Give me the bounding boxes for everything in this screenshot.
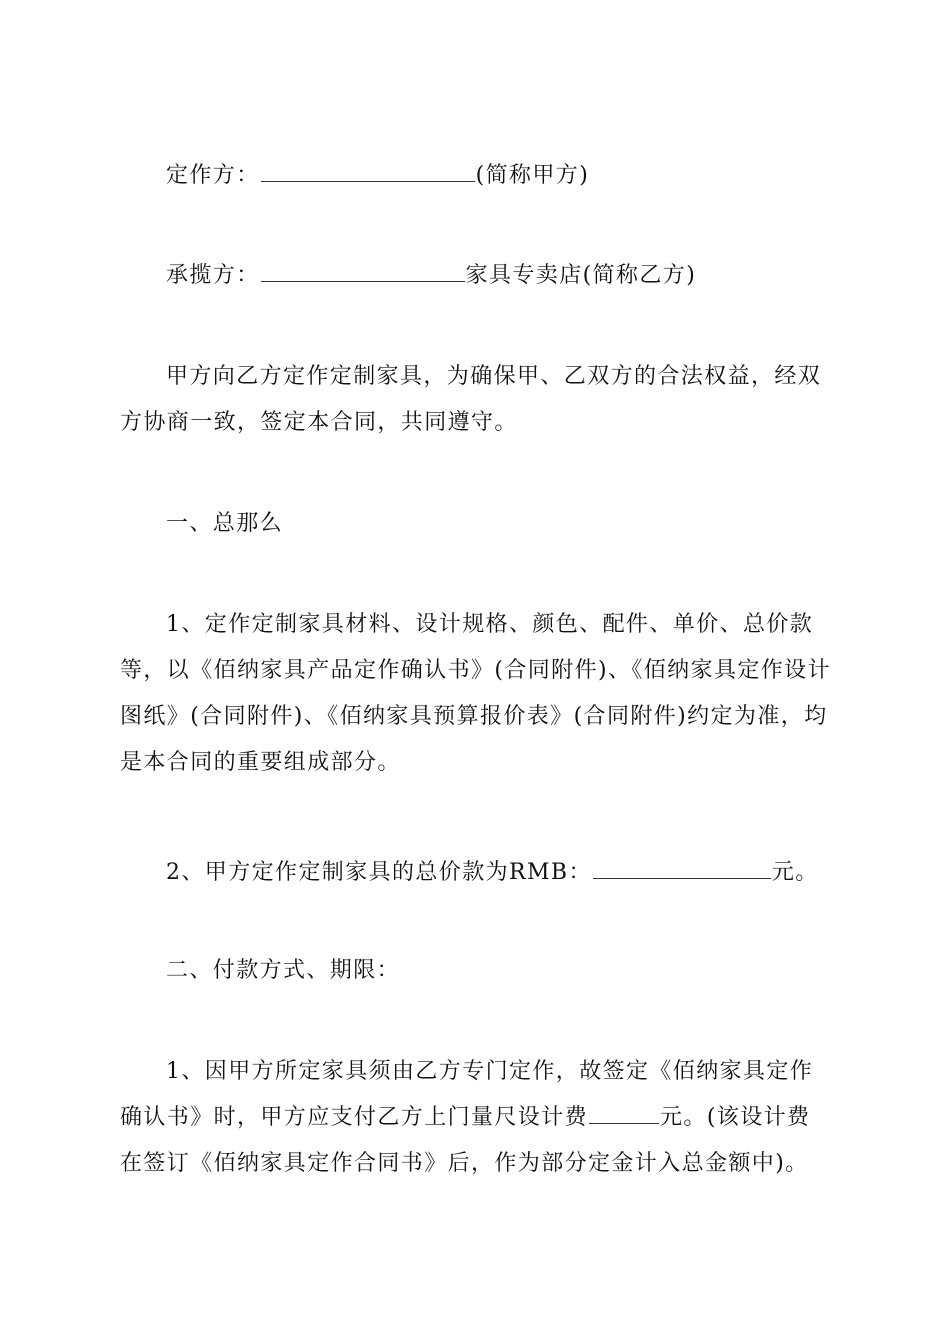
intro-paragraph: 甲方向乙方定作定制家具，为确保甲、乙双方的合法权益，经双方协商一致，签定本合同，共同遵守。 <box>120 364 822 435</box>
section1-item2 <box>120 850 832 896</box>
party-a-line <box>120 153 832 199</box>
party-b-line <box>120 253 832 299</box>
section1-heading: 一、总那么 <box>166 511 284 536</box>
party-a-blank <box>261 157 475 182</box>
total-price-blank <box>593 854 771 879</box>
party-b-blank <box>261 257 465 282</box>
section2-item1 <box>120 1049 832 1187</box>
design-fee-text: 1、因甲方所定家具须由乙方专门定作，故签定《佰纳家具定作确认书》时，甲方应支付乙方上门量尺设计费 <box>120 1059 814 1130</box>
section2-heading: 二、付款方式、期限： <box>166 958 401 983</box>
design-fee-note: 元。(该设计费在签订《佰纳家具定作合同书》后，作为部分定金计入总金额中)。 <box>120 1105 811 1176</box>
total-price-unit: 元。 <box>771 860 819 885</box>
section1-item1: 1、定作定制家具材料、设计规格、颜色、配件、单价、总价款等，以《佰纳家具产品定作确认书》(合同附件)、《佰纳家具定作设计图纸》(合同附件)、《佰纳家具预算报价表》(合同附件)约定为准，均是本合同的重要组成部分。 <box>120 612 831 775</box>
party-a-label: 定作方： <box>166 163 260 188</box>
party-b-label: 承揽方： <box>166 263 260 288</box>
design-fee-blank <box>589 1099 659 1124</box>
total-price-label: 2、甲方定作定制家具的总价款为RMB： <box>166 860 592 885</box>
party-b-suffix: 家具专卖店(简称乙方) <box>465 263 697 288</box>
party-a-suffix: (简称甲方) <box>475 163 590 188</box>
